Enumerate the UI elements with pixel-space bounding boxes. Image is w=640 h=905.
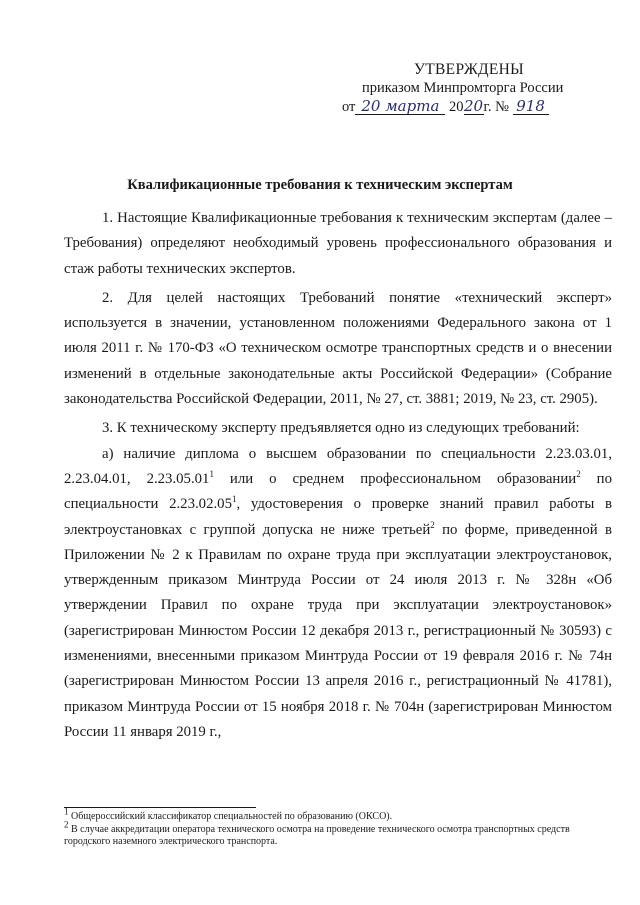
paragraph-4 bbox=[64, 442, 612, 746]
footnote-ref-2: 2 bbox=[576, 469, 581, 480]
date-prefix: от bbox=[342, 99, 356, 115]
footnote-ref-2b: 2 bbox=[430, 519, 435, 530]
p4-text-1: а) наличие диплома о высшем образовании по специальности 2.23.03.01, 2.23.04.01, 2.23.05.01 bbox=[64, 445, 612, 487]
p4-text-5: по форме, приведенной в Приложении № 2 к Правилам по охране труда при эксплуатации электроустановок, утвержденным приказом Минтруда России от 24 июля 2013 г. № 328н «Об утверждении Правил по охране труда при эксплуатации электроустановок» (зарегистрирован Минюстом России 12 декабря 2013 г., регистрационный № 30593) с изменениями, внесенными приказом Минтруда России от 19 февраля 2016 г. № 74н (зарегистрирован Минюстом России 13 апреля 2016 г., регистрационный № 41781), приказом Минтруда России от 15 ноября 2018 г. № 704н (зарегистрирован Минюстом России 11 января 2019 г., bbox=[64, 521, 612, 740]
footnote-1 bbox=[64, 806, 612, 824]
footnote-1-text: Общероссийский классификатор специальностей по образованию (ОКСО). bbox=[68, 811, 393, 822]
year-prefix: 20 bbox=[449, 99, 464, 115]
footnote-divider bbox=[64, 807, 256, 808]
approval-block bbox=[342, 60, 582, 117]
handwritten-date: 20 марта bbox=[355, 98, 445, 115]
p4-text-3: по специальности 2.23.02.05 bbox=[64, 470, 612, 513]
approval-date-line bbox=[342, 98, 582, 117]
footnote-1-mark: 1 bbox=[64, 806, 69, 817]
footnote-2-mark: 2 bbox=[64, 819, 69, 830]
paragraph-3: 3. К техническому эксперту предъявляется одно из следующих требований: bbox=[102, 420, 580, 437]
document-title: Квалификационные требования к техническим экспертам bbox=[127, 177, 513, 193]
paragraph-1: 1. Настоящие Квалификационные требования к техническим экспертам (далее – Требования) определяют необходимый уровень профессионального образования и стаж работы технических экспертов. bbox=[64, 210, 612, 277]
footnote-ref-1: 1 bbox=[209, 469, 214, 480]
p4-text-4: , удостоверения о проверке знаний правил работы в электроустановках с группой допуска не ниже третьей bbox=[64, 496, 612, 538]
footnote-2-text: В случае аккредитации оператора технического осмотра на проведение технического осмотра транспортных средств городского наземного электрического транспорта. bbox=[64, 823, 570, 847]
paragraph-2: 2. Для целей настоящих Требований понятие «технический эксперт» используется в значении, установленном положениями Федерального закона от 1 июля 2011 г. № 170-ФЗ «О техническом осмотре транспортных средств и о внесении изменений в отдельные законодательные акты Российской Федерации» (Собрание законодательства Российской Федерации, 2011, № 27, ст. 3881; 2019, № 23, ст. 2905). bbox=[64, 289, 612, 408]
document-body bbox=[64, 206, 612, 749]
footnotes bbox=[64, 806, 612, 849]
p4-text-2: или о среднем профессиональном образовании bbox=[213, 470, 577, 487]
number-prefix: г. № bbox=[483, 99, 509, 115]
handwritten-year: 20 bbox=[463, 97, 484, 115]
footnote-2 bbox=[64, 819, 612, 849]
approval-issuer: приказом Минпромторга России bbox=[362, 80, 564, 96]
footnote-ref-1b: 1 bbox=[231, 494, 237, 505]
handwritten-order-number: 918 bbox=[513, 98, 549, 115]
approval-title: УТВЕРЖДЕНЫ bbox=[414, 61, 524, 78]
